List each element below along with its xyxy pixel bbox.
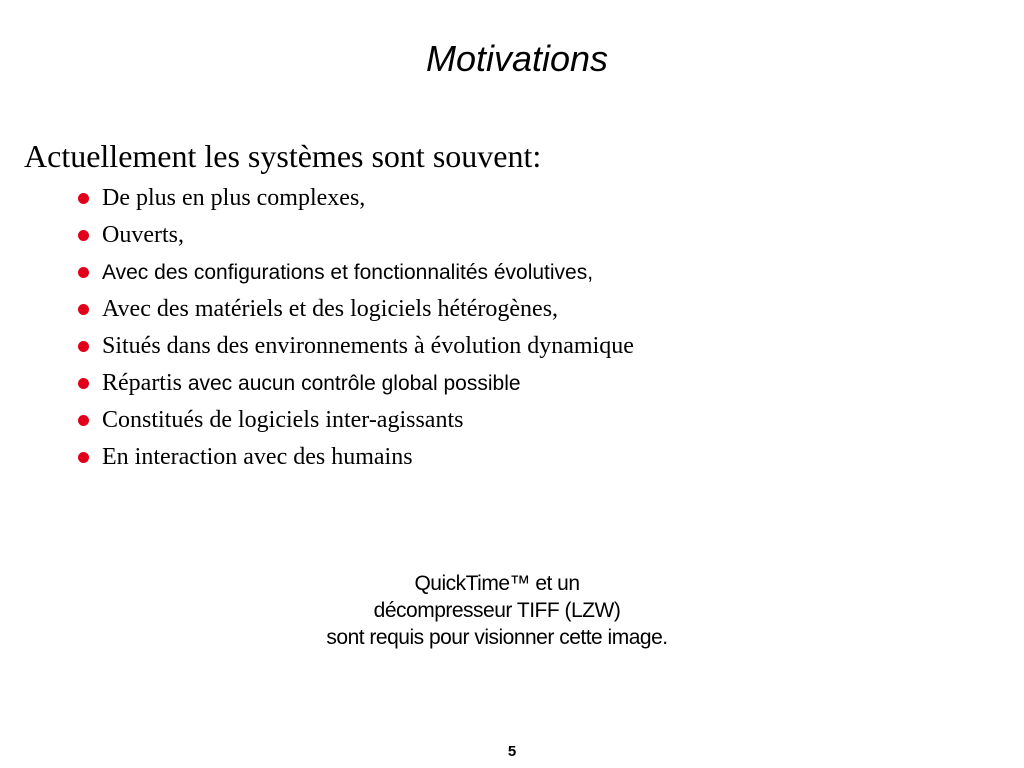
bullet-dot-icon <box>78 341 89 352</box>
slide-heading: Actuellement les systèmes sont souvent: <box>24 138 542 174</box>
bullet-text: En interaction avec des humains <box>102 444 413 470</box>
bullet-item-interacting-software <box>76 402 634 439</box>
bullet-text: Situés dans des environnements à évolution dynamique <box>102 333 634 359</box>
bullet-dot-icon <box>78 378 89 389</box>
bullet-text: Avec des configurations et fonctionnalités évolutives, <box>102 261 594 284</box>
bullet-item-distributed <box>76 365 634 402</box>
bullet-dot-icon <box>78 193 89 204</box>
bullet-text: Ouverts, <box>102 222 184 248</box>
bullet-dot-icon <box>78 230 89 241</box>
bullet-text: Constitués de logiciels inter-agissants <box>102 407 464 433</box>
placeholder-line-3: sont requis pour visionner cette image. <box>326 626 668 649</box>
bullet-item-environments <box>76 328 634 365</box>
bullet-text-serif: Répartis <box>102 370 182 396</box>
bullet-item-heterogeneous <box>76 291 634 328</box>
bullet-text: Avec des matériels et des logiciels hétérogènes, <box>102 296 559 322</box>
placeholder-line-1: QuickTime™ et un <box>414 572 580 595</box>
bullet-list <box>76 180 634 476</box>
bullet-text: De plus en plus complexes, <box>102 185 366 211</box>
bullet-dot-icon <box>78 452 89 463</box>
bullet-item-complexity <box>76 180 634 217</box>
bullet-text-sans: avec aucun contrôle global possible <box>181 372 521 395</box>
bullet-dot-icon <box>78 267 89 278</box>
placeholder-line-2: décompresseur TIFF (LZW) <box>373 599 621 622</box>
bullet-item-configurations <box>76 254 634 291</box>
missing-image-placeholder <box>200 570 794 651</box>
bullet-item-open <box>76 217 634 254</box>
bullet-item-humans <box>76 439 634 476</box>
slide-title: Motivations <box>425 38 609 79</box>
bullet-dot-icon <box>78 304 89 315</box>
bullet-dot-icon <box>78 415 89 426</box>
page-number: 5 <box>507 743 517 760</box>
